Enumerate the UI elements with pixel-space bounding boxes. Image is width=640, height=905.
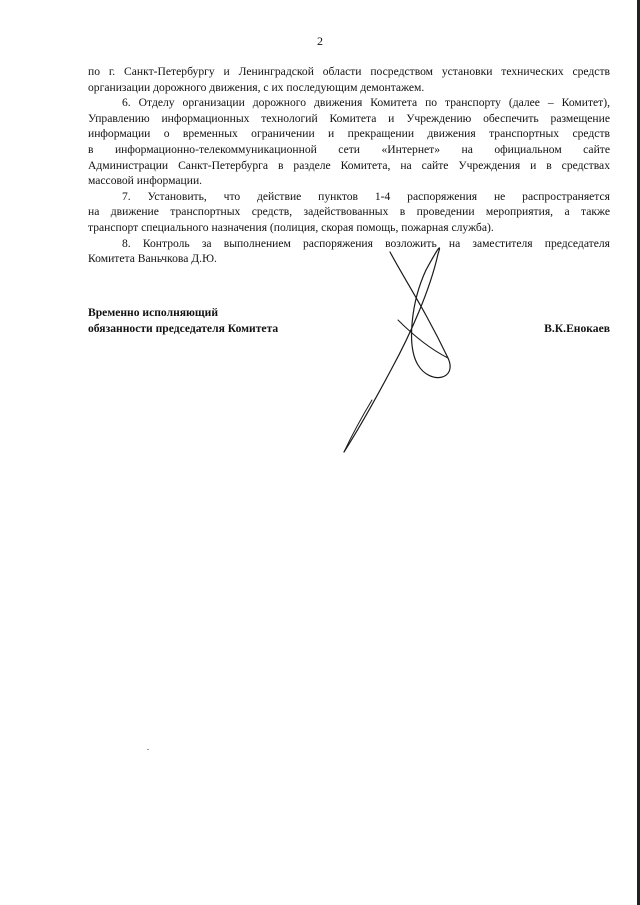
page-number: 2 — [317, 34, 323, 48]
signatory-title-line-1: Временно исполняющий — [88, 306, 219, 319]
text-line: массовой информации. — [88, 174, 203, 188]
text-line: Управлению информационных технологий Комитета и Учреждению обеспечить размещение — [88, 111, 610, 125]
signatory-name: В.К.Енокаев — [544, 321, 610, 335]
text-line: организации дорожного движения, с их последующим демонтажем. — [88, 80, 425, 94]
text-line: 8. Контроль за выполнением распоряжения возложить на заместителя председателя — [122, 236, 610, 250]
text-line: Администрации Санкт-Петербурга в разделе Комитета, на сайте Учреждения и в средствах — [88, 158, 610, 172]
signature-block — [88, 305, 610, 336]
signatory-title-line-2: обязанности председателя Комитета — [88, 321, 279, 335]
text-line: 7. Установить, что действие пунктов 1-4 распоряжения не распространяется — [122, 189, 610, 203]
text-line: по г. Санкт-Петербургу и Ленинградской области посредством установки технических средств — [88, 65, 610, 78]
paragraph-continuation — [88, 64, 610, 95]
handwritten-signature — [330, 240, 460, 455]
paragraph-7 — [88, 189, 610, 236]
text-line: в информационно-телекоммуникационной сети «Интернет» на официальном сайте — [88, 142, 610, 156]
document-body — [88, 64, 610, 267]
text-line: на движение транспортных средств, задействованных в проведении мероприятия, а также — [88, 205, 610, 219]
text-line: 6. Отделу организации дорожного движения Комитета по транспорту (далее – Комитет), — [122, 96, 610, 110]
paragraph-6 — [88, 95, 610, 189]
scan-speck — [147, 749, 149, 750]
text-line: Комитета Ваньчкова Д.Ю. — [88, 252, 217, 266]
text-line: транспорт специального назначения (полиция, скорая помощь, пожарная служба). — [88, 220, 494, 234]
text-line: информации о временных ограничении и прекращении движения транспортных средств — [88, 127, 610, 141]
